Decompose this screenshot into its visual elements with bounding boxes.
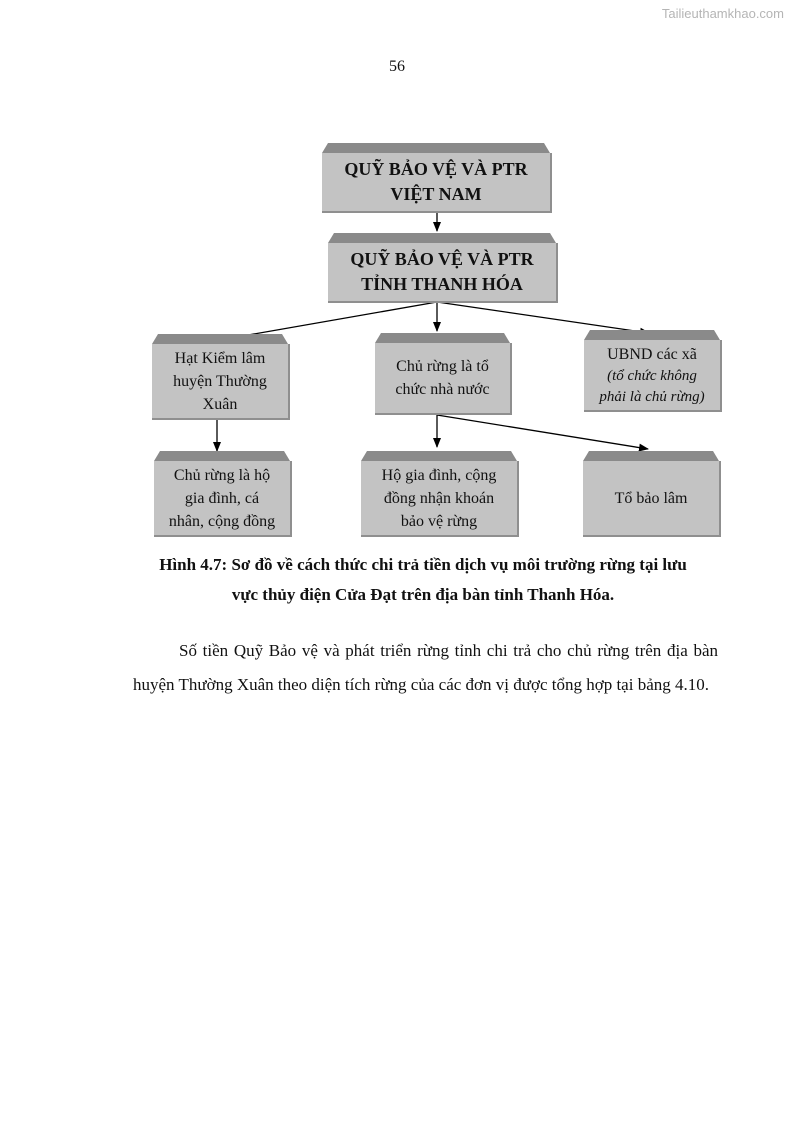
box-ranger-station: Hạt Kiểm lâm huyện Thường Xuân [152, 344, 290, 420]
arrow-state-to-protection-team [437, 415, 648, 449]
box-state-owner: Chủ rừng là tổ chức nhà nước [375, 343, 512, 415]
arrow-province-to-ubnd [437, 302, 649, 333]
box-fund-province: QUỸ BẢO VỆ VÀ PTR TỈNH THANH HÓA [328, 243, 558, 303]
body-paragraph: Số tiền Quỹ Bảo vệ và phát triển rừng tỉnh chi trả cho chủ rừng trên địa bàn huyện Thường Xuân theo diện tích rừng của các đơn vị được tổng hợp tại bảng 4.10. [133, 641, 718, 694]
box-commune-ubnd: UBND các xã (tổ chức không phải là chủ rừng) [584, 340, 722, 412]
box-fund-national: QUỸ BẢO VỆ VÀ PTR VIỆT NAM [322, 153, 552, 213]
box-household-contract: Hộ gia đình, cộng đồng nhận khoán bảo vệ rừng [361, 461, 519, 537]
page-number: 56 [389, 58, 405, 75]
box-protection-team: Tổ bảo lâm [583, 461, 721, 537]
watermark: Tailieuthamkhao.com [661, 6, 784, 21]
figure-caption: Hình 4.7: Sơ đồ về cách thức chi trả tiền dịch vụ môi trường rừng tại lưu vực thủy điện Cửa Đạt trên địa bàn tỉnh Thanh Hóa. [159, 555, 687, 604]
box-household-owner: Chủ rừng là hộ gia đình, cá nhân, cộng đồng [154, 461, 292, 537]
